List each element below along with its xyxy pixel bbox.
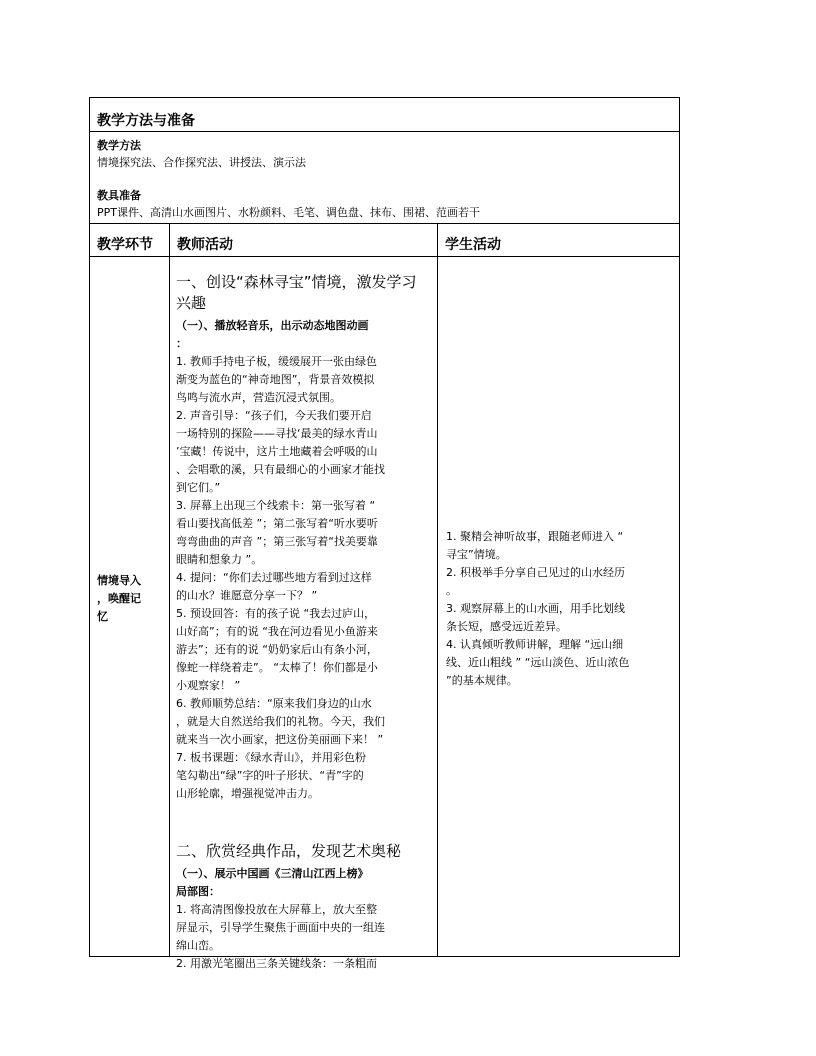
teacher-text-line: 看山要找高低差 ”；第二张写着“听水要听	[176, 517, 378, 530]
teacher-text-line: ，就是大自然送给我们的礼物。今天，我们	[176, 715, 385, 728]
column-divider-2	[437, 224, 438, 957]
part2-title: 二、欣赏经典作品，发现艺术奥秘	[176, 842, 402, 860]
teacher-text-line: 笔勾勒出“绿”字的叶子形状、“青”字的	[176, 769, 364, 782]
teacher-activity-cell	[176, 272, 434, 973]
teacher-text-line: 屏显示，引导学生聚焦于画面中央的一组连	[176, 921, 385, 934]
teacher-text-line: 1. 教师手持电子板，缓缓展开一张由绿色	[176, 355, 377, 368]
part1-body	[176, 353, 434, 803]
part2-sub-line: （一）、展示中国画《三清山江西上榜》	[176, 867, 369, 880]
teacher-text-line: 渐变为蓝色的“神奇地图”，背景音效模拟	[176, 373, 375, 386]
tools-label: 教具准备	[97, 189, 141, 202]
part2-subheading	[176, 865, 434, 901]
stage-cell	[97, 572, 165, 626]
teacher-text-line: 3. 屏幕上出现三个线索卡：第一张写着 “	[176, 499, 376, 512]
part1-sub-line: ：	[176, 337, 187, 350]
student-text-line: ”的基本规律。	[446, 674, 518, 687]
section-title: 教学方法与准备	[97, 113, 195, 129]
teacher-text-line: 到它们。”	[176, 481, 221, 494]
teacher-text-line: 就来当一次小画家，把这份美丽画下来！ ”	[176, 733, 384, 746]
part1-sub-line: （一）、播放轻音乐，出示动态地图动画	[176, 319, 369, 332]
part2-body	[176, 901, 434, 973]
teacher-text-line: 2. 声音引导：“孩子们，今天我们要开启	[176, 409, 372, 422]
teacher-text-line: 4. 提问：“你们去过哪些地方看到过这样	[176, 571, 372, 584]
teacher-text-line: 6. 教师顺势总结：“原来我们身边的山水	[176, 697, 372, 710]
methods-text: 情境探究法、合作探究法、讲授法、演示法	[97, 156, 306, 169]
preparation-block	[90, 132, 679, 224]
teacher-text-line: 眼睛和想象力 ”。	[176, 553, 263, 566]
stage-line: 忆	[97, 610, 108, 623]
teacher-text-line: 弯弯曲曲的声音 ”；第三张写着“找美要靠	[176, 535, 378, 548]
teacher-text-line: 绵山峦。	[176, 939, 220, 952]
part2-sub-line: 局部图：	[176, 885, 220, 898]
teacher-text-line: 鸟鸣与流水声，营造沉浸式氛围。	[176, 391, 341, 404]
stage-line: 情境导入	[97, 574, 141, 587]
part1-subheading	[176, 317, 434, 353]
student-text-line: 条长短，感受远近差异。	[446, 620, 567, 633]
student-text-line: 寻宝”情境。	[446, 548, 507, 561]
student-text-line: 线、近山粗线 ” “远山淡色、近山浓色	[446, 656, 630, 669]
methods-label: 教学方法	[97, 139, 141, 152]
section-header	[90, 98, 679, 132]
part1-title	[176, 272, 434, 314]
part1-title-line: 兴趣	[176, 294, 207, 312]
column-divider-1	[169, 224, 170, 957]
teacher-text-line: 小观察家！ ”	[176, 679, 241, 692]
part1-title-line: 一、创设“森林寻宝”情境，激发学习	[176, 273, 417, 291]
teacher-text-line: 1. 将高清图像投放在大屏幕上，放大至整	[176, 903, 377, 916]
teacher-text-line: 7. 板书课题：《绿水青山》，并用彩色粉	[176, 751, 366, 764]
teacher-text-line: 2. 用激光笔圈出三条关键线条：一条粗而	[176, 957, 377, 970]
column-header-stage-label: 教学环节	[97, 237, 153, 253]
student-text-line: 3. 观察屏幕上的山水画，用手比划线	[446, 602, 625, 615]
tools-text: PPT课件、高清山水画图片、水粉颜料、毛笔、调色盘、抹布、围裙、范画若干	[97, 206, 480, 219]
teacher-text-line: 一场特别的探险——寻找‘最美的绿水青山	[176, 427, 378, 440]
teacher-text-line: 山形轮廓，增强视觉冲击力。	[176, 787, 319, 800]
stage-line: ，唤醒记	[97, 592, 141, 605]
column-header-teacher-label: 教师活动	[177, 237, 233, 253]
teacher-text-line: 像蛇一样绕着走”。 “太棒了！你们都是小	[176, 661, 378, 674]
student-text-line: 1. 聚精会神听故事，跟随老师进入 “	[446, 530, 624, 543]
teacher-text-line: 游去”；还有的说 “奶奶家后山有条小河，	[176, 643, 378, 656]
column-header-teacher	[170, 224, 438, 257]
student-activity-cell	[446, 528, 678, 690]
student-text-line: 4. 认真倾听教师讲解，理解 “远山细	[446, 638, 624, 651]
teacher-text-line: 的山水？谁愿意分享一下？ ”	[176, 589, 318, 602]
column-header-student	[438, 224, 679, 257]
teacher-text-line: 山好高”；有的说 “我在河边看见小鱼游来	[176, 625, 378, 638]
lesson-plan-table	[89, 97, 680, 970]
column-header-student-label: 学生活动	[445, 237, 501, 253]
teacher-text-line: 5. 预设回答：有的孩子说 “我去过庐山，	[176, 607, 376, 620]
teacher-text-line: 、会唱歌的溪，只有最细心的小画家才能找	[176, 463, 385, 476]
teacher-text-line: ’宝藏！传说中，这片土地藏着会呼吸的山	[176, 445, 378, 458]
student-text-line: 2. 积极举手分享自己见过的山水经历	[446, 566, 625, 579]
column-header-stage	[90, 224, 170, 257]
student-text-line: 。	[446, 584, 457, 597]
